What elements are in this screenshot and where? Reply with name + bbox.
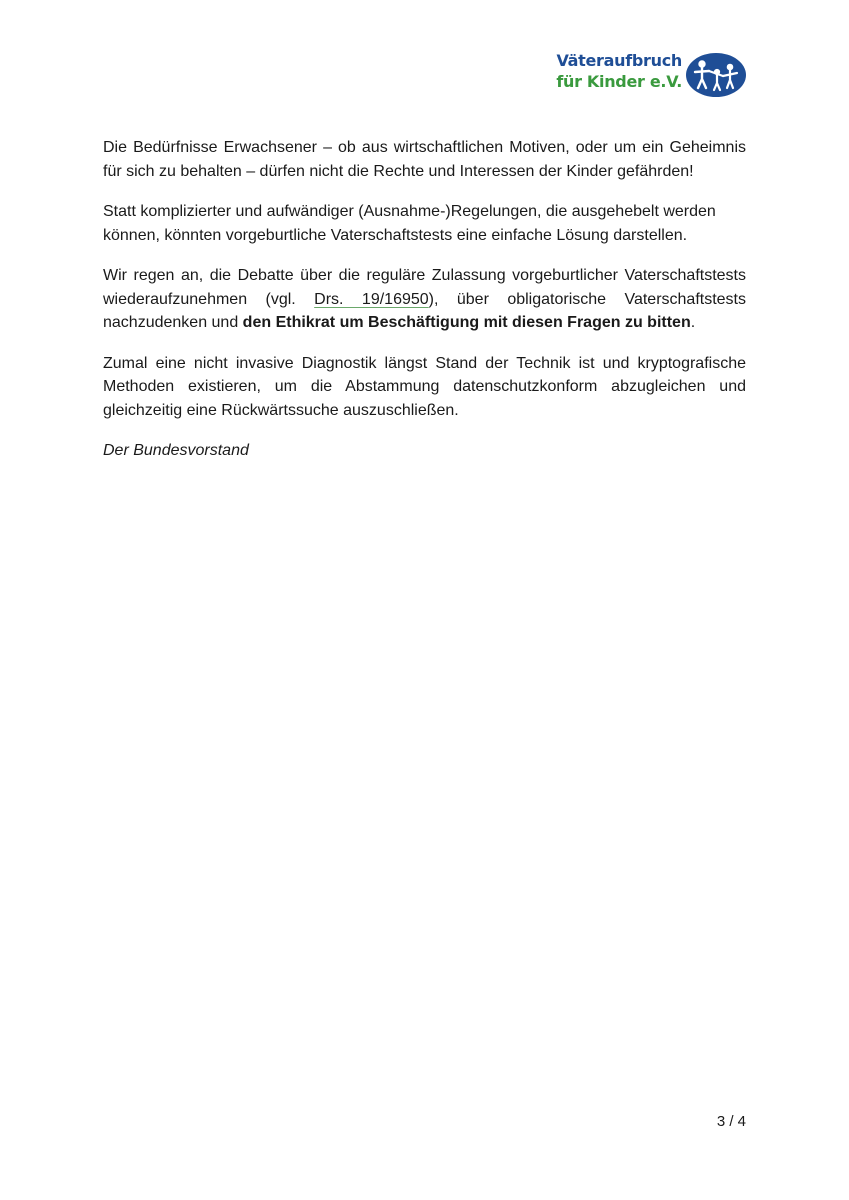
letter-body [103, 136, 746, 480]
paragraph-3-text-start: Wir regen an, die Debatte über die reguläre Zulassung vorgeburtlicher Vaterschaftstests wiederaufzunehmen (vgl. [103, 267, 746, 308]
paragraph-3 [103, 264, 746, 335]
paragraph-3-bold-request: den Ethikrat um Beschäftigung mit diesen Fragen zu bitten [242, 314, 691, 331]
logo-line-1: Väteraufbruch [556, 51, 682, 70]
paragraph-2: Statt komplizierter und aufwändiger (Ausnahme-)Regelungen, die ausgehebelt werden können, könnten vorgeburtliche Vaterschaftstests eine einfache Lösung darstellen. [103, 203, 716, 244]
organization-logo [548, 50, 748, 100]
family-figures-icon [685, 52, 747, 98]
paragraph-3-text-end: . [690, 314, 696, 331]
signature: Der Bundesvorstand [103, 442, 249, 459]
paragraph-1: Die Bedürfnisse Erwachsener – ob aus wirtschaftlichen Motiven, oder um ein Geheimnis für sich zu behalten – dürfen nicht die Rechte und Interessen der Kinder gefährden! [103, 139, 746, 180]
drucksache-reference-link[interactable]: Drs. 19/16950 [314, 290, 429, 308]
paragraph-4: Zumal eine nicht invasive Diagnostik längst Stand der Technik ist und kryptografische Methoden existieren, um die Abstammung datenschutzkonform abzugleichen und gleichzeitig eine Rückwärtssuche auszuschließen. [103, 354, 746, 419]
logo-wordmark [548, 50, 682, 92]
paragraph-3-text-middle: ), über obligatorische Vaterschaftstests nachzudenken und [103, 290, 747, 331]
page-number: 3 / 4 [716, 1113, 746, 1130]
logo-line-2: für Kinder e.V. [556, 72, 682, 91]
